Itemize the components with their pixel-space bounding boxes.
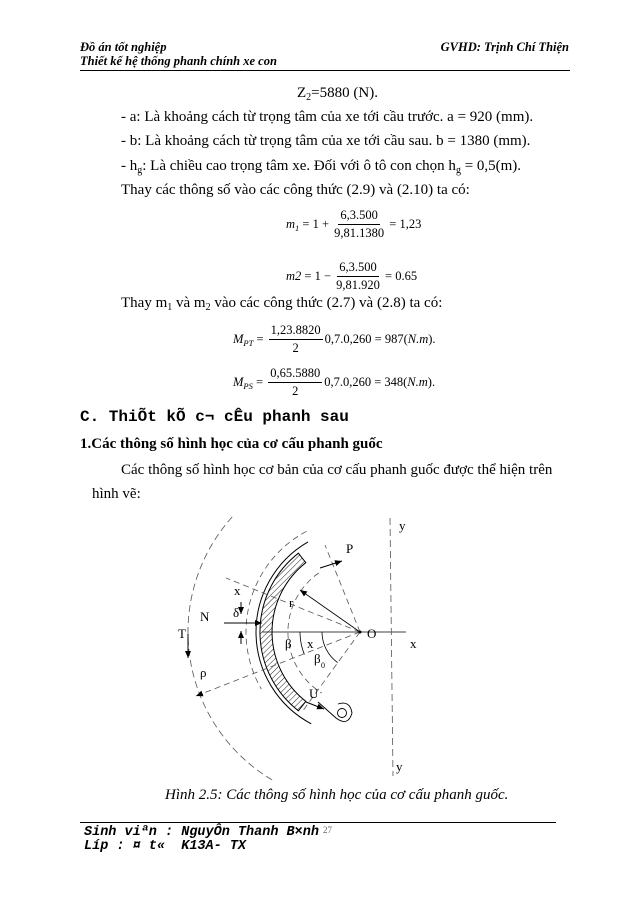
- radius-r-arrow: [300, 590, 360, 632]
- formula-mpt-tail: 0,7.0,260 = 987(: [324, 332, 408, 346]
- label-p: P: [346, 541, 354, 556]
- label-t: T: [178, 626, 186, 641]
- formula-mps-lhs: M: [233, 375, 244, 389]
- label-r: r: [289, 595, 294, 610]
- footer-class: Líp : ¤ t« K13A- TX: [84, 839, 247, 854]
- formula-mps-op: =: [252, 375, 267, 389]
- header-subtitle: Thiết kế hệ thống phanh chính xe con: [80, 54, 277, 68]
- formula-mps-unit: N.m: [407, 375, 428, 389]
- label-delta: δ: [233, 605, 240, 620]
- intro-paragraph-1: Thay các thông số vào các công thức (2.9) và (2.10) ta có:: [121, 182, 470, 198]
- footer-rule: [80, 822, 556, 823]
- label-u: U: [309, 686, 319, 701]
- z2-subscript: 2: [306, 92, 312, 103]
- formula-mps-tail-end: ).: [427, 375, 436, 389]
- item-hg-sub2: g: [455, 165, 461, 176]
- item-hg-suffix: = 0,5(m).: [460, 158, 522, 174]
- intro2-b: và m: [172, 295, 206, 311]
- item-hg-sub1: g: [137, 165, 143, 176]
- page-number: 27: [323, 825, 332, 835]
- formula-mpt-numerator: 1,23.8820: [269, 323, 323, 340]
- label-y-top: y: [399, 518, 406, 533]
- formula-m1: [286, 208, 421, 241]
- formula-m1-lhs-sub: 1: [295, 223, 300, 233]
- label-beta0-subscript: 0: [321, 661, 325, 670]
- formula-m1-fraction: [334, 208, 384, 241]
- formula-mps-numerator: 0,65.5880: [268, 366, 322, 383]
- formula-mps: [233, 366, 435, 399]
- formula-m1-numerator: 6,3.500: [338, 208, 380, 225]
- section-heading: C. ThiÕt kÕ c¬ cÊu phanh sau: [80, 408, 349, 426]
- formula-mpt-op: =: [253, 332, 267, 346]
- formula-m2-numerator: 6,3.500: [337, 260, 379, 277]
- formula-m2-lhs: m2: [286, 269, 302, 283]
- intro-paragraph-2: [121, 294, 442, 312]
- formula-m2: [286, 260, 417, 293]
- formula-m2-op: = 1 −: [301, 269, 335, 283]
- formula-m1-denominator: 9,81.1380: [334, 226, 385, 240]
- header-right-title: GVHD: Trịnh Chí Thiện: [440, 40, 569, 54]
- paragraph-line-1: Các thông số hình học cơ bản của cơ cấu phanh guốc được thể hiện trên: [121, 462, 553, 478]
- formula-m2-result: = 0.65: [381, 269, 418, 283]
- intro2-a: Thay m: [121, 295, 168, 311]
- label-beta: β: [285, 636, 292, 651]
- formula-mps-denominator: 2: [292, 384, 299, 398]
- item-b: - b: Là khoảng cách từ trọng tâm của xe tới cầu sau. b = 1380 (mm).: [121, 133, 531, 149]
- footer-student: Sinh viªn : NguyÔn Thanh B×nh: [84, 825, 319, 840]
- label-n: N: [200, 609, 210, 624]
- formula-mps-tail: 0,7.0,260 = 348(: [324, 375, 408, 389]
- formula-mpt-unit: N.m: [407, 332, 429, 346]
- header-rule: [80, 70, 570, 71]
- subsection-heading: 1.Các thông số hình học của cơ cấu phanh guốc: [80, 436, 383, 452]
- force-p-arrow: [320, 561, 342, 568]
- shoe-web-arc: [288, 573, 322, 693]
- formula-m1-result: = 1,23: [386, 217, 422, 231]
- beta0-angle-arc: [322, 632, 338, 663]
- item-hg: [121, 157, 521, 175]
- formula-mpt: [233, 323, 436, 356]
- anchor-pin-icon: [338, 709, 347, 718]
- formula-mpt-lhs-sub: PT: [243, 338, 254, 348]
- formula-mpt-fraction: [269, 323, 323, 356]
- label-x-mid: x: [307, 636, 314, 651]
- intro2-sub1: 1: [167, 302, 173, 313]
- label-y-bottom: y: [396, 759, 403, 774]
- formula-m1-op: = 1 +: [299, 217, 333, 231]
- label-x-shoe: x: [234, 583, 241, 598]
- formula-m2-fraction: [336, 260, 380, 293]
- figure-caption: Hình 2.5: Các thông số hình học của cơ cấu phanh guốc.: [165, 787, 509, 803]
- formula-m1-lhs: m: [286, 217, 296, 231]
- center-point-o: [359, 631, 362, 634]
- z2-line: [297, 84, 378, 102]
- z2-value: =5880 (N).: [311, 85, 378, 101]
- label-beta0: β: [314, 651, 321, 666]
- label-x-axis: x: [410, 636, 417, 651]
- formula-mpt-lhs: M: [233, 332, 244, 346]
- formula-mpt-tail-end: ).: [428, 332, 436, 346]
- label-rho: ρ: [200, 665, 207, 680]
- label-o: O: [367, 626, 377, 641]
- item-hg-prefix: - h: [121, 158, 138, 174]
- vertical-y-axis: [390, 518, 393, 776]
- intro2-c: vào các công thức (2.7) và (2.8) ta có:: [210, 295, 443, 311]
- beta-angle-arc: [300, 632, 304, 655]
- item-a: - a: Là khoảng cách từ trọng tâm của xe tới cầu trước. a = 920 (mm).: [121, 109, 534, 125]
- header-left-title: Đồ án tốt nghiệp: [80, 40, 167, 54]
- paragraph-line-2: hình vẽ:: [92, 486, 141, 502]
- formula-mps-fraction: [268, 366, 322, 399]
- shoe-anchor-end: [318, 702, 352, 722]
- item-hg-mid: : Là chiều cao trọng tâm xe. Đối với ô tô con chọn h: [142, 158, 456, 174]
- formula-mps-lhs-sub: PS: [243, 381, 253, 391]
- formula-m2-denominator: 9,81.920: [336, 278, 380, 292]
- brake-shoe-diagram: [170, 508, 430, 784]
- upper-radial-line: [325, 545, 360, 632]
- formula-mpt-denominator: 2: [292, 341, 299, 355]
- intro2-sub2: 2: [205, 302, 211, 313]
- z2-symbol: Z: [297, 85, 307, 101]
